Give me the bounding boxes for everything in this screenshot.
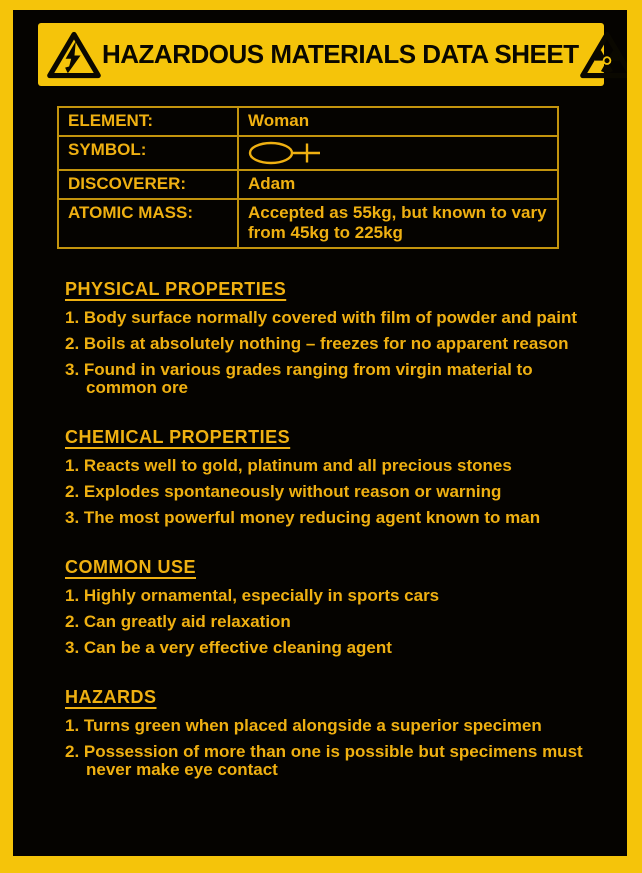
section-chemical-properties bbox=[65, 427, 599, 527]
section-common-use bbox=[65, 557, 599, 657]
list-item: 1. Turns green when placed alongside a superior specimen bbox=[65, 716, 542, 735]
section-physical-properties bbox=[65, 279, 599, 397]
list-item: 3. The most powerful money reducing agent known to man bbox=[65, 508, 541, 527]
table-row-element bbox=[58, 107, 558, 136]
element-label: ELEMENT: bbox=[58, 107, 238, 136]
element-spec-table bbox=[57, 106, 559, 249]
section-list bbox=[65, 717, 599, 779]
symbol-label: SYMBOL: bbox=[58, 136, 238, 170]
list-item: 1. Reacts well to gold, platinum and all precious stones bbox=[65, 456, 512, 475]
table-row-discoverer bbox=[58, 170, 558, 199]
female-symbol-icon bbox=[248, 141, 324, 165]
table-row-atomic-mass bbox=[58, 199, 558, 248]
list-item: 2. Can greatly aid relaxation bbox=[65, 612, 291, 631]
section-list bbox=[65, 587, 599, 657]
discoverer-label: DISCOVERER: bbox=[58, 170, 238, 199]
list-item: 3. Found in various grades ranging from virgin material to common ore bbox=[65, 360, 533, 397]
section-heading: CHEMICAL PROPERTIES bbox=[65, 427, 291, 447]
discoverer-value: Adam bbox=[238, 170, 558, 199]
atomic-mass-label: ATOMIC MASS: bbox=[58, 199, 238, 248]
element-value: Woman bbox=[238, 107, 558, 136]
sections-container bbox=[65, 279, 599, 779]
list-item: 1. Highly ornamental, especially in sports cars bbox=[65, 586, 440, 605]
section-hazards bbox=[65, 687, 599, 779]
list-item: 3. Can be a very effective cleaning agent bbox=[65, 638, 392, 657]
symbol-value bbox=[238, 136, 558, 170]
header-banner bbox=[38, 23, 604, 86]
list-item: 2. Explodes spontaneously without reason or warning bbox=[65, 482, 502, 501]
section-heading: COMMON USE bbox=[65, 557, 196, 577]
high-voltage-icon bbox=[46, 29, 102, 81]
list-item: 2. Possession of more than one is possible but specimens must never make eye contact bbox=[65, 742, 583, 779]
radiation-icon bbox=[579, 29, 635, 81]
list-item: 1. Body surface normally covered with film of powder and paint bbox=[65, 308, 577, 327]
section-heading: PHYSICAL PROPERTIES bbox=[65, 279, 287, 299]
section-list bbox=[65, 457, 599, 527]
poster-title: HAZARDOUS MATERIALS DATA SHEET bbox=[102, 39, 579, 69]
section-list bbox=[65, 309, 599, 397]
section-heading: HAZARDS bbox=[65, 687, 157, 707]
table-row-symbol bbox=[58, 136, 558, 170]
list-item: 2. Boils at absolutely nothing – freezes for no apparent reason bbox=[65, 334, 569, 353]
atomic-mass-value: Accepted as 55kg, but known to vary from 45kg to 225kg bbox=[238, 199, 558, 248]
